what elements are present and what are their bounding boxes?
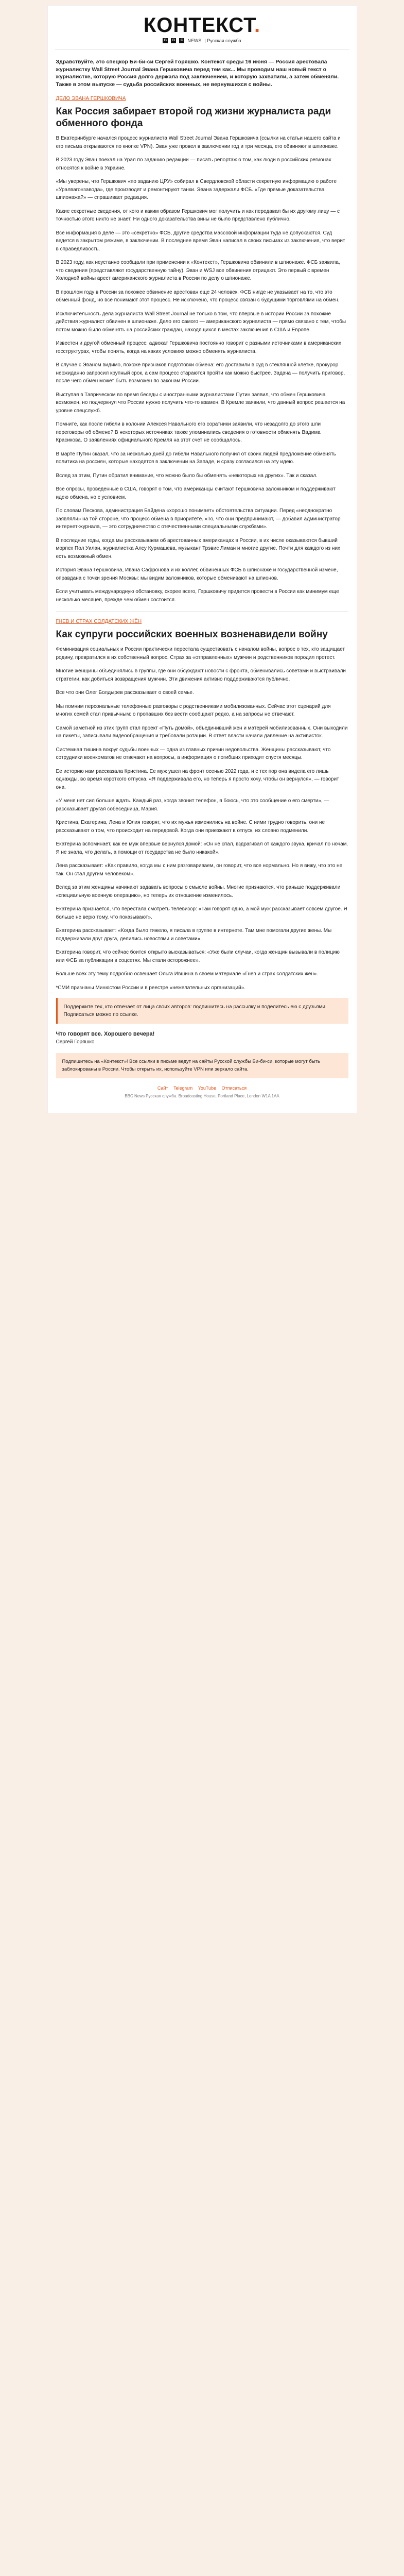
paragraph: Екатерина признается, что перестала смотреть телевизор: «Там говорят одно, а мой муж рассказывает совсем другое. Я больше не верю тому, что показывают». xyxy=(56,906,347,920)
footer-link-unsubscribe[interactable]: Отписаться xyxy=(221,1085,247,1091)
paragraph: В последние годы, когда мы рассказываем об арестованных американцах в России, в их числе оказываются бывший морпех Пол Уилан, журналистка Алсу Курмашева, музыкант Трэвис Лиман и многие другие. Почти для каждого из них есть возможный обмен. xyxy=(56,537,341,560)
paragraph: Мы помним персональные телефонные разговоры с родственниками мобилизованных. Сейчас этот сценарий для многих семей стал привычным: о пропавших без вести сообщают редко, а на запросы не отвечают. xyxy=(56,703,331,718)
footnote: *СМИ признаны Минюстом России и в реестре «нежелательных организаций». xyxy=(56,985,245,991)
paragraph: Все опросы, проведенные в США, говорят о том, что американцы считают Гершковича заложником и поддерживают идею обмена, но с условием. xyxy=(56,486,336,500)
header-divider xyxy=(55,49,349,50)
paragraph: В Екатеринбурге начался процесс журналиста Wall Street Journal Эвана Гершковича (ссылки на статьи нашего сайта и его письма открываются по кнопке VPN). Эван уже провел в заключении год и три месяца, его обвиняют в шпионаже. xyxy=(56,135,341,149)
paragraph: Вслед за этим, Путин обратил внимание, что можно было бы обменять «некоторых на других». Так и сказал. xyxy=(56,472,318,479)
paragraph: Если учитывать международную обстановку, скорее всего, Гершковичу придется провести в России как минимум еще несколько месяцев, прежде чем обмен состоится. xyxy=(56,589,339,603)
author-name: Сергей Горяшко xyxy=(56,1039,95,1045)
support-box[interactable]: Поддержите тех, кто отвечает от лица своих авторов: подпишитесь на рассылку и поделитесь ею с друзьями. Подписаться можно по ссылке. xyxy=(56,998,348,1024)
footer-address: BBC News Русская служба. Broadcasting House, Portland Place, London W1A 1AA xyxy=(125,1093,279,1098)
paragraph: Екатерина говорит, что сейчас боится открыто высказываться: «Уже были случаи, когда женщин вызывали в полицию или ФСБ за публикации в соцсетях. Мы стали осторожнее». xyxy=(56,950,340,963)
email-page xyxy=(0,0,404,1124)
page-bottom-spacer xyxy=(0,1113,404,1124)
footer-link-site[interactable]: Сайт xyxy=(157,1085,168,1091)
article-body xyxy=(56,134,348,604)
logo-text: КОНТЕКСТ xyxy=(143,14,255,37)
paragraph: История Эвана Гершковича, Ивана Сафронова и их коллег, обвиненных ФСБ в шпионаже и государственной измене, оправдана с точки зрения Москвы: мы видим заложников, которые обменивают на шпионов. xyxy=(56,567,338,581)
paragraph: Самой заметной из этих групп стал проект «Путь домой», объединивший жен и матерей мобилизованных. Они выходили на пикеты, записывали видеообращения и требовали ротации. В ответ власти начали давление на активисток. xyxy=(56,725,348,739)
section-title[interactable] xyxy=(56,96,348,101)
section-divider xyxy=(56,611,348,612)
footer-link-telegram[interactable]: Telegram xyxy=(173,1085,193,1091)
signoff: Что говорят все. Хорошего вечера! xyxy=(56,1031,155,1038)
paragraph: Лена рассказывает: «Как правило, когда мы с ним разговариваем, он говорит, что все нормально. Но я вижу, что это не так. Он стал другим человеком». xyxy=(56,863,343,877)
paragraph: Многие женщины объединялись в группы, где они обсуждают новости с фронта, обменивались советами и выстраивали стратегии, как добиться возвращения мужчин. Эти движения активно поддерживаются публично. xyxy=(56,668,346,682)
paragraph: Все что они Олег Болдырев рассказывает о своей семье. xyxy=(56,690,194,696)
paragraph: Феминизация социальных и России практически перестала существовать с началом войны, вопрос о тех, кто защищает родину, превратился в их собственный вопрос. Страх за «отправленных» мужчин и родственников породил протест. xyxy=(56,647,345,660)
bbc-icon: C xyxy=(179,38,184,43)
newsletter-card xyxy=(47,5,357,1113)
section-title[interactable] xyxy=(56,619,348,624)
paragraph: «У меня нет сил больше ждать. Каждый раз, когда звонит телефон, я боюсь, что это сообщение о его смерти», — рассказывает другая собеседница, Мария. xyxy=(56,798,329,812)
footer-link-youtube[interactable]: YouTube xyxy=(198,1085,217,1091)
paragraph: Ее историю нам рассказала Кристина. Ее муж ушел на фронт осенью 2022 года, и с тех пор она видела его лишь однажды, во время короткого отпуска. «Я поддерживала его, но теперь я просто хочу, чтобы он вернулся», — говорит она. xyxy=(56,768,339,790)
paragraph: Помните, как после гибели в колонии Алексея Навального его соратники заявили, что незадолго до этого шли переговоры об обмене? В некоторых источниках также упоминались сведения о готовности обменять Вадима Красикова. О заявлениях официального Кремля на этот счет не сообщалось. xyxy=(56,421,321,444)
paragraph: Больше всех эту тему подробно освещает Ольга Ившина в своем материале «Гнев и страх солдатских жен». xyxy=(56,971,319,977)
article-headline: Как супруги российских военных возненавидели войну xyxy=(56,629,328,640)
paragraph: Кристина, Екатерина, Лена и Юлия говорят, что их мужья изменились на войне. С ними трудно говорить, они не рассказывают о том, что происходит на передовой. Когда они приезжают в отпуск, их словно подменили. xyxy=(56,820,325,834)
news-label: NEWS xyxy=(187,38,202,43)
paragraph: В марте Путин сказал, что за несколько дней до гибели Навального получил от своих людей предложение обменять политика на россиян, которые находятся в заключении на Западе, и сразу согласился на эту идею. xyxy=(56,451,336,465)
paragraph: Системная тишина вокруг судьбы военных — одна из главных причин недовольства. Женщины рассказывают, что сотрудники военкоматов не отвечают на вопросы, а информация о погибших приходит спустя месяцы. xyxy=(56,747,331,761)
footer-note: Подпишитесь на «Контекст»! Все ссылки в письме ведут на сайты Русской службы Би-би-си, которые могут быть заблокированы в России. Чтобы открыть их, используйте VPN или зеркало сайта. xyxy=(56,1053,348,1078)
paragraph: Какие секретные сведения, от кого и каким образом Гершкович мог получить и как передавал бы их другому лицу — с точностью этого никто не знает. Ни одного доказательства вины не было представлено публично. xyxy=(56,208,340,223)
main-content xyxy=(48,53,357,1113)
paragraph: В прошлом году в России за похожее обвинение арестован еще 24 человек. ФСБ нигде не указывает на то, что это обменный фонд, но все понимают этот процесс. Не исключено, что процесс связан с будущими торговлями на обмен. xyxy=(56,289,340,303)
logo-dot: . xyxy=(254,14,261,37)
section-link[interactable]: ДЕЛО ЭВАНА ГЕРШКОВИЧА xyxy=(56,95,126,101)
header xyxy=(48,6,357,46)
article-headline: Как Россия забирает второй год жизни журналиста ради обменного фонда xyxy=(56,106,331,129)
paragraph: Известен и другой обменный процесс: адвокат Гершковича постоянно говорит с разными источниками в американских госструктурах, чтобы понять, когда на каких условиях можно обменять журналиста. xyxy=(56,341,341,354)
paragraph: В 2023 году, как неустанно сообщали при применении к «Контекст», Гершковича обвинили в шпионаже. ФСБ заявила, что сведения (представляют государственную тайну). Эван и WSJ все обвинения отрицают. Это первый с времен Холодной войны арест американского журналиста в России по делу о шпионаже. xyxy=(56,260,340,282)
paragraph: По словам Пескова, администрация Байдена «хорошо понимает» обстоятельства ситуации. Перед «неоднократно заявляли» на той стороне, что процесс обмена в приоритете. «То, что они предпринимают, — добавил администратор интернет-журнала, — это сотрудничество с отечественными специальными службами». xyxy=(56,508,341,530)
section-link[interactable]: ГНЕВ И СТРАХ СОЛДАТСКИХ ЖЁН xyxy=(56,619,142,625)
footer-links xyxy=(56,1086,348,1091)
bbc-icon: B xyxy=(163,38,168,43)
bbc-sub-logo xyxy=(48,38,357,43)
intro-text: Здравствуйте, это спецкор Би-би-си Сергей Горяшко. Контекст среды 16 июня — Россия арестовала журналистку Wall Street Journal Эвана Гершковича перед тем как... Мы проводим наш новый текст о журналистке, которую Россия долго держала под заключением, и которую захватили, а затем обменяли. Также в этом выпуске — судьба российских военных, не вернувшихся с войны. xyxy=(56,59,339,88)
paragraph: Екатерина рассказывает: «Когда было тяжело, я писала в группе в интернете. Там мне помогали другие жены. Мы поддерживали друг друга, делились новостями и советами». xyxy=(56,928,332,942)
service-label: | Русская служба xyxy=(204,38,241,43)
paragraph: Исключительность дела журналиста Wall Street Journal не только в том, что впервые в истории России за похожие действия журналист обвинен в шпионаже. Дело его самого — американского журналиста — прямо связано с тем, чтобы потом можно было обменять на российских граждан, находящихся в местах заключения в США и Европе. xyxy=(56,311,346,333)
paragraph: Все информация в деле — это «секретно» ФСБ, другие средства массовой информации туда не допускаются. Суд ведется в закрытом режиме, в заключении. В последнее время Эван написал в своих письмах из заключения, что верит в справедливость. xyxy=(56,230,345,252)
bbc-icon: B xyxy=(171,38,176,43)
article-body xyxy=(56,646,348,978)
paragraph: В случае с Эваном видимо, похоже признаков подготовки обмена: его доставили в суд в стеклянной клетке, прокурор неожиданно запросил крупный срок, а сам процесс стараются пройти как можно быстрее. Задача — получить приговор, после чего обмен может быть возможен по законам России. xyxy=(56,362,345,384)
paragraph: Вслед за этим женщины начинают задавать вопросы о смысле войны. Многие признаются, что раньше поддерживали «специальную военную операцию», но теперь их отношение изменилось. xyxy=(56,885,341,899)
paragraph: Екатерина вспоминает, как ее муж впервые вернулся домой: «Он не спал, вздрагивал от каждого звука, кричал по ночам. Я не знала, что делать, а помощи от государства не было никакой». xyxy=(56,841,348,855)
logo[interactable] xyxy=(48,14,357,37)
paragraph: В 2023 году Эван поехал на Урал по заданию редакции — писать репортаж о том, как люди в российских регионах относятся к войне в Украине. xyxy=(56,157,331,171)
paragraph: Выступая в Таврическом во время беседы с иностранными журналистами Путин заявил, что обмен Гершковича возможен, но подчеркнул что России нужно получить что-то взамен. В Кремле заявили, что данный вопрос решается на уровне спецслужб. xyxy=(56,392,345,414)
paragraph: «Мы уверены, что Гершкович «по заданию ЦРУ» собирал в Свердловской области секретную информацию о работе «Уралвагонзавода», где производят и ремонтируют танки. Эвана задержали ФСБ. «Где прямые доказательства шпионажа?» — спрашивает редакция. xyxy=(56,179,337,201)
